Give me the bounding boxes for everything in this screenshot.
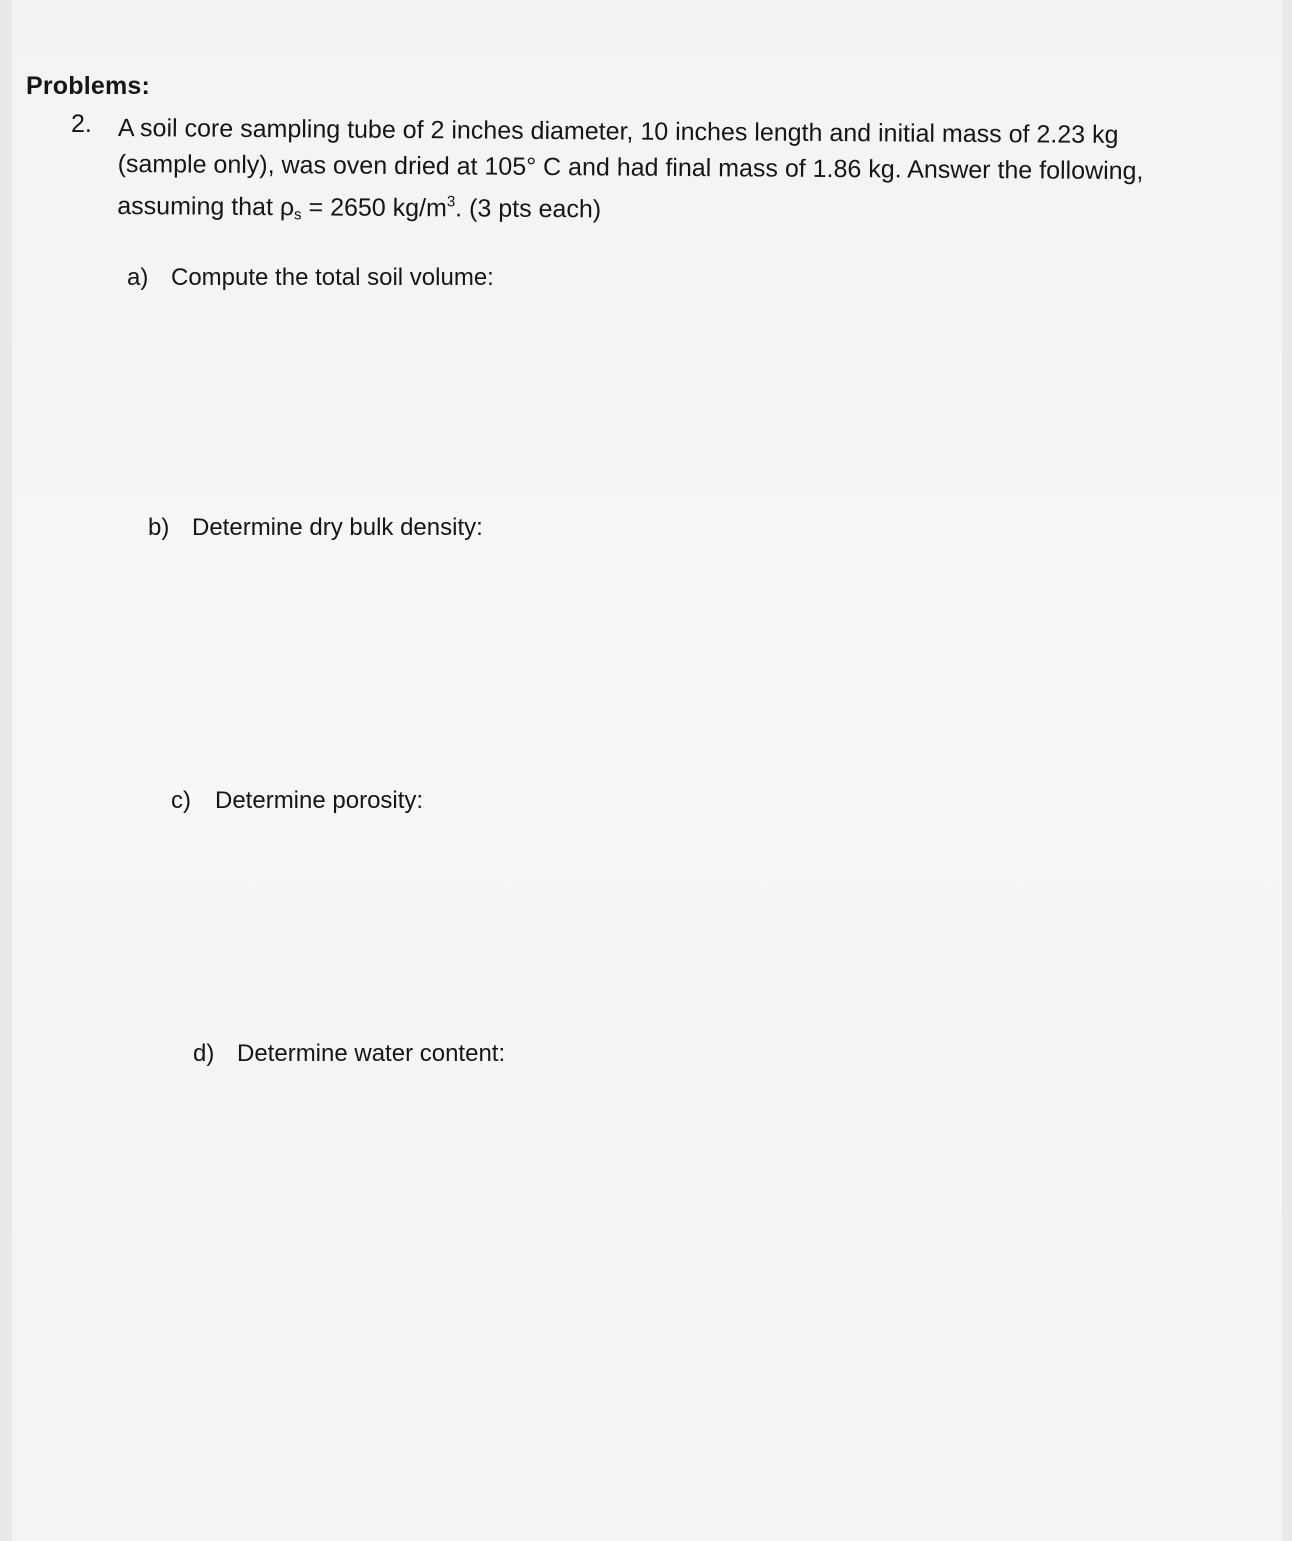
- part-d: [193, 1040, 505, 1068]
- part-c: [171, 787, 423, 815]
- problem-statement: [117, 110, 1144, 239]
- rho-subscript: s: [294, 206, 302, 224]
- part-a-text: Compute the total soil volume:: [171, 264, 494, 291]
- problem-line-3-suffix: . (3 pts each): [455, 194, 602, 224]
- part-b: [148, 514, 483, 542]
- section-heading: Problems:: [26, 72, 151, 100]
- problem-line-3-prefix: assuming that ρ: [117, 191, 295, 222]
- part-d-text: Determine water content:: [237, 1040, 506, 1067]
- part-b-text: Determine dry bulk density:: [192, 514, 483, 541]
- part-b-letter: b): [148, 514, 170, 541]
- cubic-superscript: 3: [446, 193, 456, 211]
- part-c-letter: c): [171, 787, 191, 814]
- part-d-letter: d): [193, 1040, 215, 1067]
- part-a-letter: a): [127, 264, 149, 291]
- part-c-text: Determine porosity:: [215, 787, 424, 814]
- problem-number: 2.: [71, 110, 92, 138]
- part-a: [127, 264, 494, 292]
- problem-line-3: [117, 192, 601, 223]
- problem-line-1: A soil core sampling tube of 2 inches diameter, 10 inches length and initial mass of 2.23 kg: [117, 113, 1119, 149]
- problem-line-2: (sample only), was oven dried at 105° C and had final mass of 1.86 kg. Answer the following,: [117, 149, 1144, 186]
- problem-line-3-mid: = 2650 kg/m: [301, 193, 447, 223]
